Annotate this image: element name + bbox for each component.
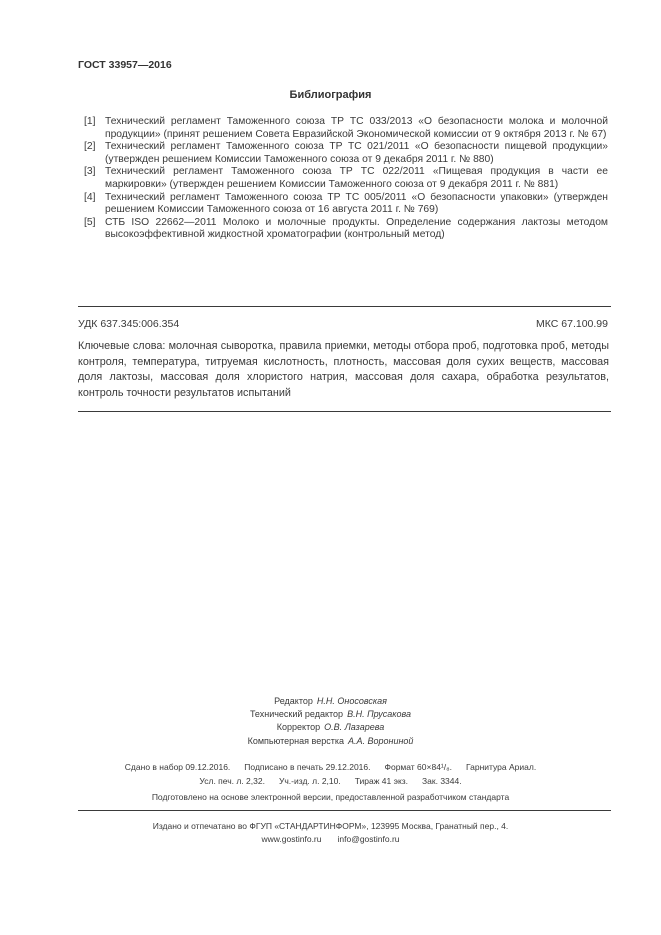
bibliography-entry: [84, 141, 608, 166]
bibliography-entry-number: [2]: [84, 141, 96, 153]
mks-code: МКС 67.100.99: [536, 318, 608, 330]
credit-name: О.В. Лазарева: [324, 722, 385, 733]
bibliography-entry: [84, 192, 608, 217]
credit-layout: [0, 735, 661, 748]
bibliography-entry-text: СТБ ISO 22662—2011 Молоко и молочные продукты. Определение содержания лактозы методом высокоэффективной жидкостной хроматографии (контрольный метод): [105, 216, 608, 241]
keywords-paragraph: Ключевые слова: молочная сыворотка, правила приемки, методы отбора проб, подготовка проб, методы контроля, температура, титруемая кислотность, плотность, массовая доля сухих веществ, массовая доля лактозы, массовая доля хлористого натрия, массовая доля сахара, обработка результатов, контроль точности результатов испытаний: [78, 340, 609, 399]
bibliography-entry-number: [4]: [84, 191, 96, 203]
credit-label: Компьютерная верстка: [247, 735, 344, 746]
footer-divider-line: [78, 810, 611, 811]
bibliography-entry: [84, 116, 608, 141]
divider-line-top: [78, 306, 611, 307]
bibliography-entry-text: Технический регламент Таможенного союза ТР ТС 005/2011 «О безопасности упаковки» (утвержден решением Комиссии Таможенного союза от 16 августа 2011 г. № 769): [105, 191, 608, 216]
publication-sheets: Уч.-изд. л. 2,10.: [278, 775, 341, 786]
typeface-name: Гарнитура Ариал.: [466, 762, 537, 772]
print-date: Подписано в печать 29.12.2016.: [244, 762, 371, 772]
credit-label: Корректор: [276, 722, 321, 733]
divider-line-bottom: [78, 411, 611, 412]
imprint-line-1: [0, 761, 661, 775]
section-title: Библиография: [289, 89, 372, 101]
bibliography-entry-number: [3]: [84, 166, 96, 178]
circulation: Тираж 41 экз.: [354, 775, 409, 786]
bibliography-entry-text: Технический регламент Таможенного союза ТР ТС 022/2011 «Пищевая продукция в части ее маркировки» (утвержден решением Комиссии Таможенного союза от 9 декабря 2011 г. № 881): [105, 166, 608, 190]
classification-row: [78, 318, 608, 330]
credit-corrector: [0, 721, 661, 734]
bibliography-entry-number: [5]: [84, 216, 96, 228]
publisher-address: Издано и отпечатано во ФГУП «СТАНДАРТИНФОРМ», 123995 Москва, Гранатный пер., 4.: [152, 821, 509, 831]
credit-name: В.Н. Прусакова: [347, 709, 412, 720]
publisher-website: www.gostinfo.ru: [261, 834, 322, 844]
bibliography-list: [84, 116, 608, 242]
publisher-email: info@gostinfo.ru: [337, 834, 400, 844]
udk-code: УДК 637.345:006.354: [78, 318, 180, 330]
credits-block: [0, 695, 661, 748]
bibliography-entry-number: [1]: [84, 116, 96, 127]
credit-name: А.А. Ворониной: [347, 735, 414, 746]
bibliography-entry-text: Технический регламент Таможенного союза ТР ТС 021/2011 «О безопасности пищевой продукции» (утвержден решением Комиссии Таможенного союза от 9 декабря 2011 г. № 880): [105, 141, 608, 165]
bibliography-entry-text: Технический регламент Таможенного союза ТР ТС 033/2013 «О безопасности молока и молочной продукции» (принят решением Совета Евразийской Экономической комиссии от 9 октября 2013 г. № 67): [105, 116, 608, 140]
credit-technical-editor: [0, 708, 661, 721]
credit-name: Н.Н. Оносовская: [316, 696, 387, 706]
credit-editor: [0, 695, 661, 708]
bibliography-entry: [84, 217, 608, 242]
imprint-line-2: [0, 775, 661, 789]
paper-format: Формат 60×84¹/₈.: [384, 762, 453, 772]
credit-label: Технический редактор: [249, 709, 344, 720]
conditional-sheets: Усл. печ. л. 2,32.: [199, 775, 265, 786]
publisher-contacts: [0, 833, 661, 846]
order-number: Зак. 3344.: [422, 775, 462, 786]
credit-label: Редактор: [274, 696, 313, 706]
imprint-block: [0, 761, 661, 788]
bibliography-entry: [84, 166, 608, 191]
typeset-date: Сдано в набор 09.12.2016.: [124, 762, 231, 772]
publisher-block: [0, 820, 661, 846]
standard-designation: ГОСТ 33957—2016: [78, 59, 172, 71]
prepared-note: Подготовлено на основе электронной версии, предоставленной разработчиком стандарта: [151, 792, 510, 802]
